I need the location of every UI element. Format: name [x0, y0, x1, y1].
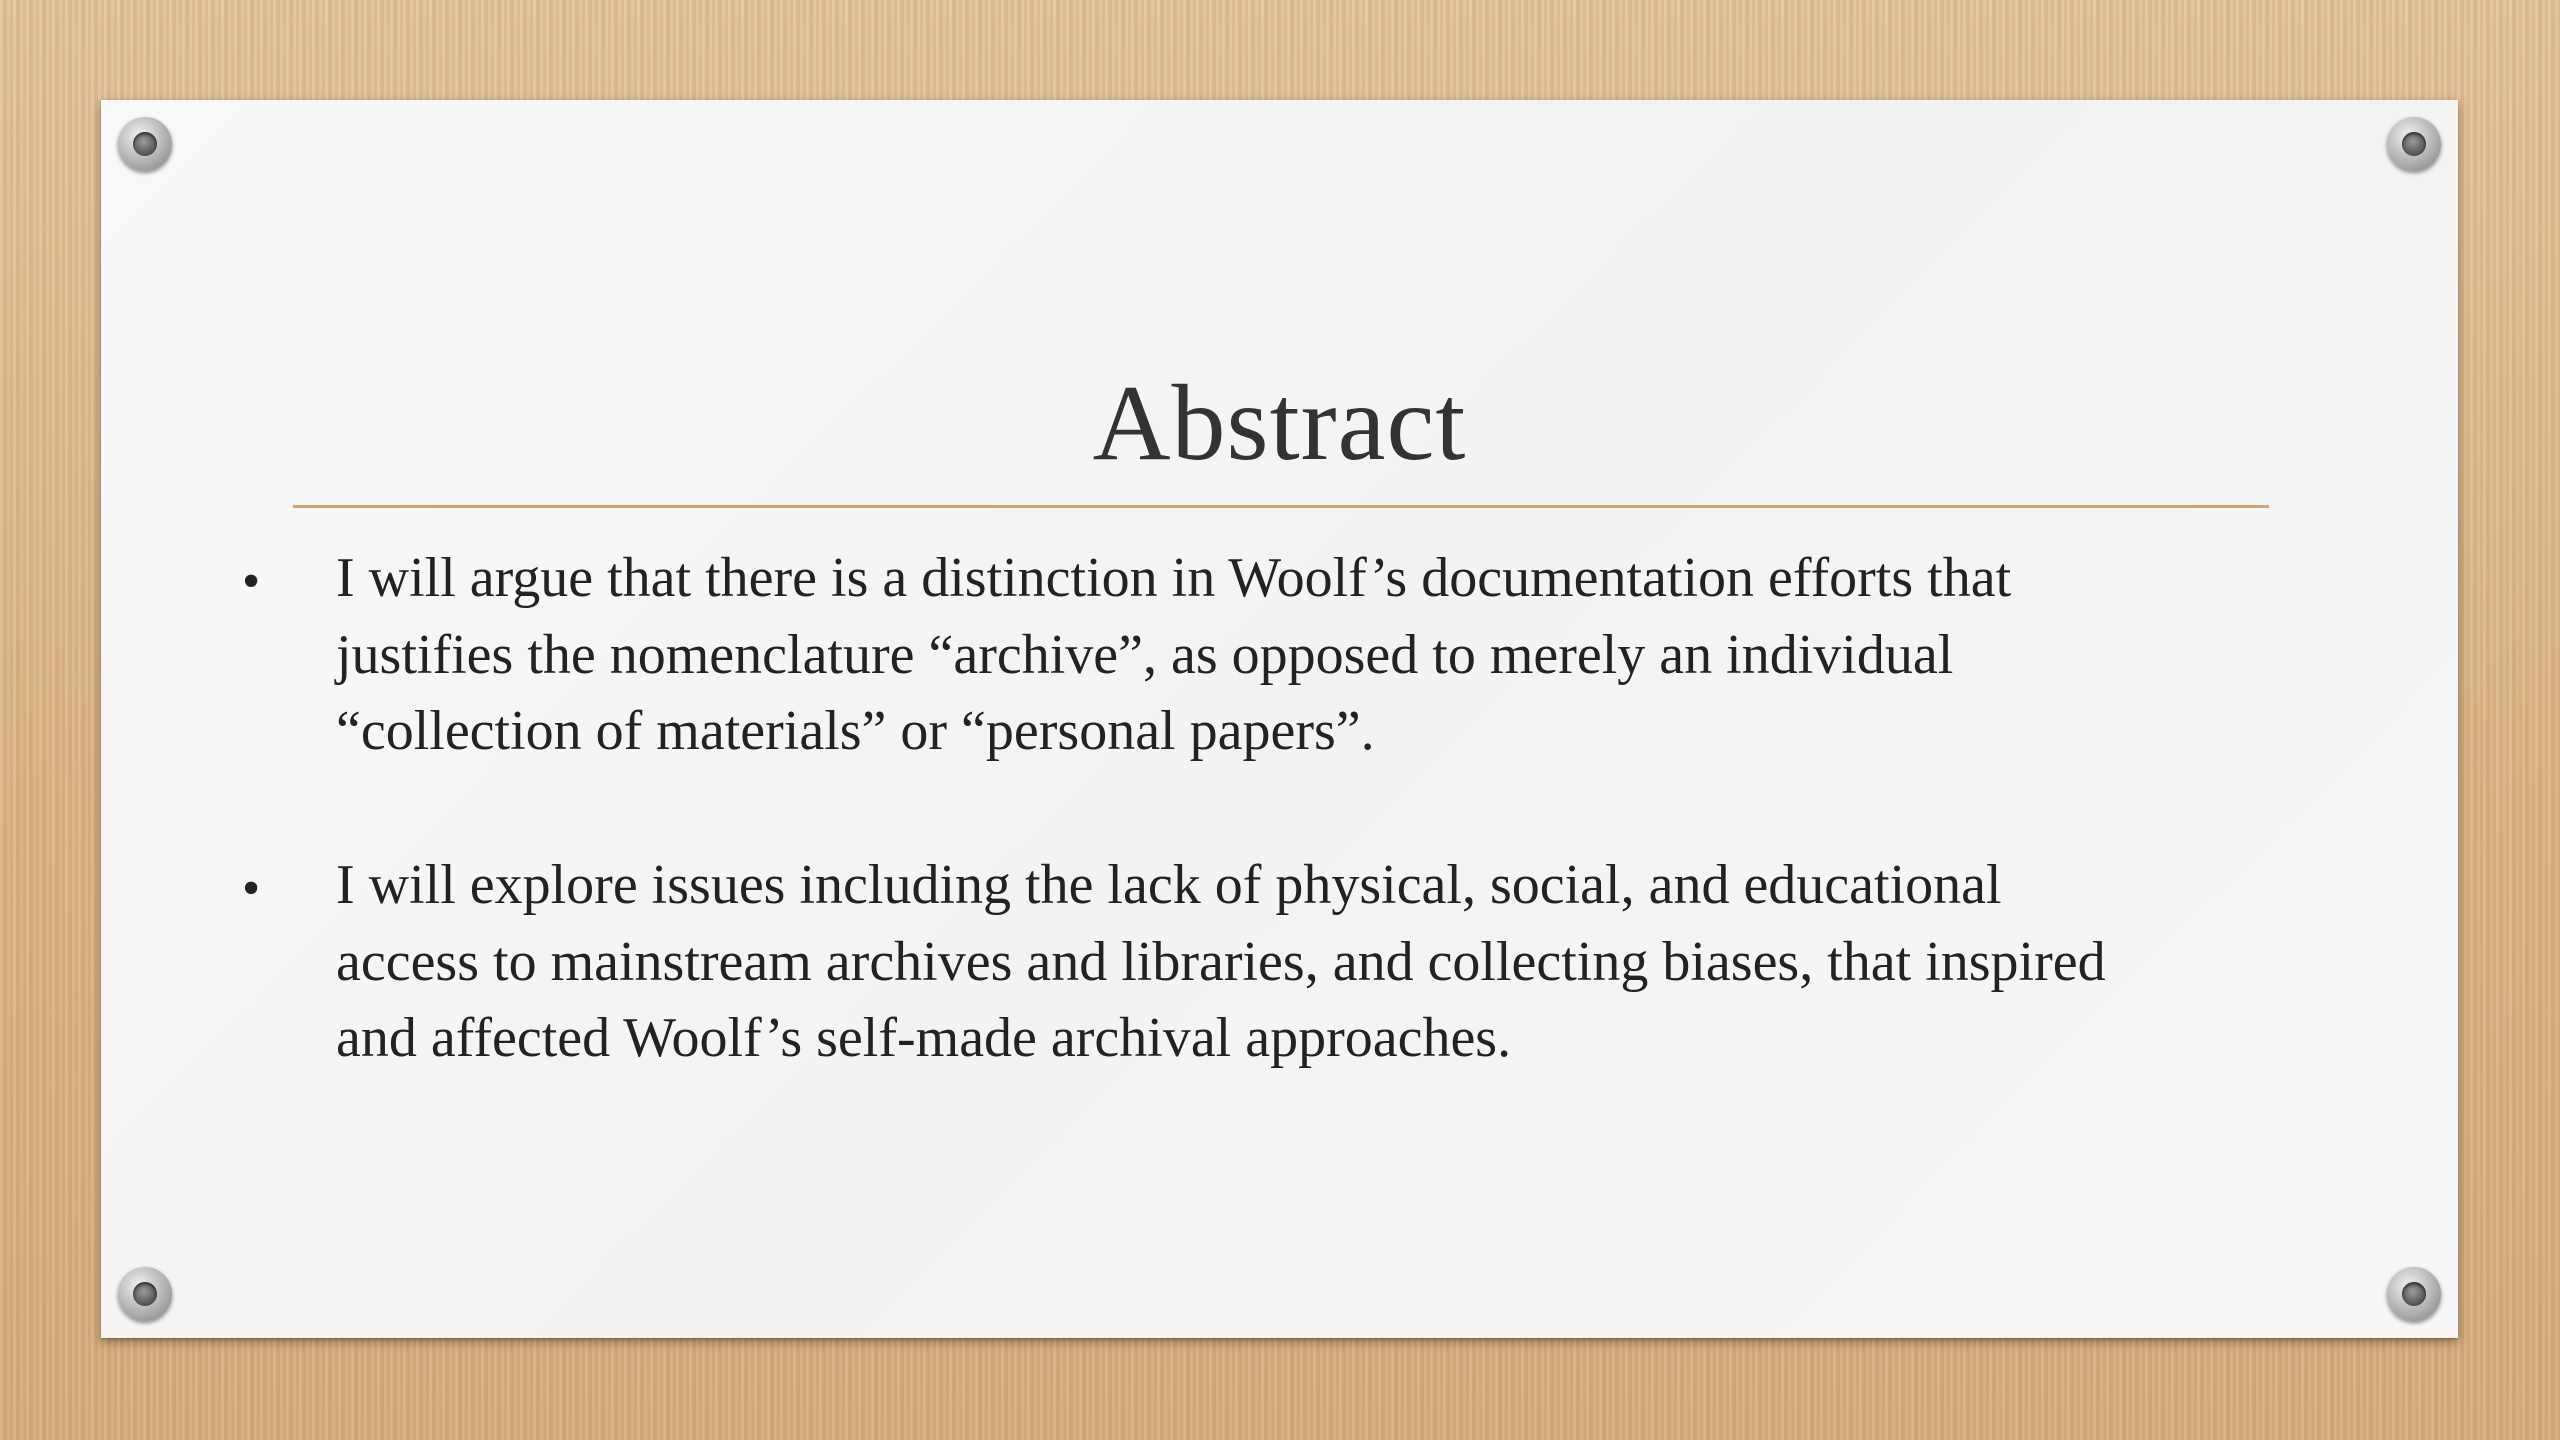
- bullet-marker: •: [242, 553, 261, 610]
- slide-board: [101, 100, 2458, 1338]
- bullet-line: “collection of materials” or “personal papers”.: [336, 700, 1375, 762]
- bullet-marker: •: [242, 860, 261, 917]
- bullet-list: [101, 100, 2458, 1338]
- bullet-text: [336, 847, 2346, 1077]
- slide-title: Abstract: [1092, 364, 1467, 483]
- bullet-line: I will argue that there is a distinction in Woolf’s documentation efforts that: [336, 547, 2012, 609]
- bullet-line: and affected Woolf’s self-made archival approaches.: [336, 1007, 1512, 1069]
- bullet-text: [336, 540, 2346, 770]
- bullet-line: access to mainstream archives and libraries, and collecting biases, that inspired: [336, 930, 2106, 993]
- bullet-line: I will explore issues including the lack of physical, social, and educational: [336, 854, 2002, 916]
- bullet-line: justifies the nomenclature “archive”, as opposed to merely an individual: [336, 623, 1954, 686]
